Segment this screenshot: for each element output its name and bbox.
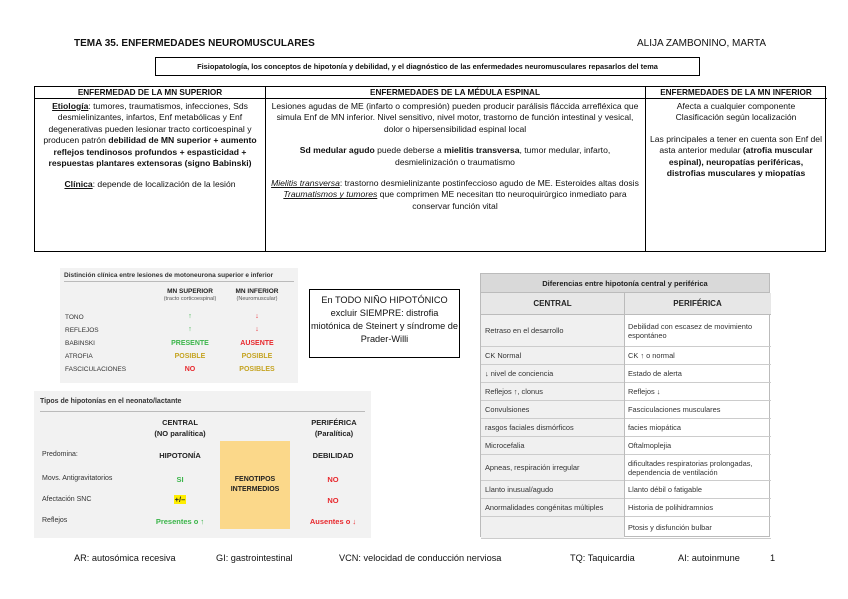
movs-central-value: SI	[176, 475, 184, 484]
diferencias-periferica-cell: Debilidad con escasez de movimiento espontáneo	[624, 315, 771, 347]
row-label-atrofia: ATROFIA	[65, 353, 93, 360]
diferencias-periferica-cell: CK ↑ o normal	[624, 347, 771, 365]
mielitis-bold: mielitis transversa	[444, 145, 520, 156]
footer-item-gi: GI: gastrointestinal	[216, 553, 293, 563]
diferencias-central-cell: Anormalidades congénitas múltiples	[481, 499, 624, 517]
mn-inferior-p3	[649, 134, 823, 180]
medula-p4	[271, 189, 639, 212]
diferencias-central-cell: CK Normal	[481, 347, 624, 365]
row-label-tono: TONO	[65, 314, 84, 321]
clinica-label: Clínica	[64, 179, 93, 190]
tono-superior-value: ↑	[188, 313, 192, 320]
mn-inferior-p3-text: Las principales a tener en cuenta son Enf del asta anterior medular	[650, 133, 822, 156]
note-box: En TODO NIÑO HIPOTÓNICO excluir SIEMPRE: distrofia miotónica de Steinert y síndrome de Prader-Willi	[309, 289, 460, 358]
column-divider	[645, 87, 646, 251]
sd-medular-mid: puede deberse a	[377, 145, 442, 156]
traumatismos-text: que comprimen ME necesitan tto neuroquirúrgico inmediato para conservar función vital	[379, 189, 627, 211]
document-title: TEMA 35. ENFERMEDADES NEUROMUSCULARES	[74, 38, 315, 49]
diferencias-central-cell: Reflejos ↑, clonus	[481, 383, 624, 401]
footer-item-ar: AR: autosómica recesiva	[74, 553, 176, 563]
babinski-inferior-value: AUSENTE	[240, 340, 274, 347]
etiologia-label: Etiología	[52, 101, 89, 111]
movs-periferica-value: NO	[327, 475, 339, 484]
mielitis-label: Mielitis transversa	[271, 178, 340, 189]
row-label-predomina: Predomina:	[42, 451, 78, 458]
diferencias-periferica-cell: Reflejos ↓	[624, 383, 771, 401]
fenotipos-intermedios: FENOTIPOS INTERMEDIOS	[220, 441, 290, 529]
diferencias-table	[480, 273, 770, 537]
diferencias-central-cell: Microcefalia	[481, 437, 624, 455]
column-divider	[265, 87, 266, 251]
traumatismos-label: Traumatismos y tumores	[283, 189, 378, 200]
diferencias-central-cell: ↓ nivel de conciencia	[481, 365, 624, 383]
mn-inferior-cell	[649, 99, 823, 251]
distincion-title: Distinción clínica entre lesiones de motoneurona superior e inferior	[64, 272, 274, 279]
fasciculaciones-superior-value: NO	[184, 366, 196, 373]
diferencias-periferica-cell: facies miopática	[624, 419, 771, 437]
header-mn-superior: ENFERMEDAD DE LA MN SUPERIOR	[35, 87, 265, 99]
periferica-column-header: PERIFÉRICA	[624, 293, 771, 315]
row-label-movs: Movs. Antigravitatorios	[42, 475, 113, 482]
reflejos-inferior-value: ↓	[255, 326, 259, 333]
author-name: ALIJA ZAMBONINO, MARTA	[637, 38, 767, 49]
diferencias-periferica-cell: Fasciculaciones musculares	[624, 401, 771, 419]
mn-superior-header: MN SUPERIOR	[167, 288, 213, 295]
footer-item-ai: AI: autoinmune	[678, 553, 740, 563]
clinica-text: : depende de localización de la lesión	[92, 179, 236, 190]
reflejos-superior-value: ↑	[188, 326, 192, 333]
etiologia-text: : tumores, traumatismos, infecciones, Sds desmielinizantes, infartos, Enf metabólicas y Enf degenerativas pueden lesionar tracto corticoespinal y producen patrón	[43, 101, 252, 146]
sd-medular-label: Sd medular agudo	[299, 145, 375, 156]
central-column-header: CENTRAL	[481, 293, 624, 315]
reflejos-central-value: Presentes o ↑	[155, 517, 205, 526]
diferencias-central-cell: rasgos faciales dismórficos	[481, 419, 624, 437]
diferencias-periferica-cell: Llanto débil o fatigable	[624, 481, 771, 499]
diferencias-periferica-cell: Historia de polihidramnios	[624, 499, 771, 517]
etiologia-bold-text: debilidad de MN superior + aumento reflejos tendinosos profundos + espasticidad + respuestas plantares extensoras (signo Babinski)	[48, 135, 257, 169]
medula-espinal-cell	[271, 99, 639, 251]
central-header: CENTRAL	[162, 418, 198, 427]
medula-p2	[271, 145, 639, 168]
distincion-clinica-panel	[60, 268, 298, 383]
periferica-header: PERIFÉRICA	[311, 418, 357, 427]
snc-central-value: +/–	[174, 495, 186, 504]
atrofia-inferior-value: POSIBLE	[241, 353, 273, 360]
snc-periferica-value: NO	[327, 496, 339, 505]
tipos-hipotonias-panel	[34, 391, 371, 538]
babinski-superior-value: PRESENTE	[171, 340, 209, 347]
medula-p3	[271, 178, 639, 189]
row-label-babinski: BABINSKI	[65, 340, 95, 347]
footer-item-vcn: VCN: velocidad de conducción nerviosa	[339, 553, 502, 563]
mielitis-text: : trastorno desmielinizante postinfeccioso agudo de ME. Esteroides altas dosis	[339, 178, 639, 189]
page-number: 1	[770, 553, 776, 563]
diferencias-central-cell: Convulsiones	[481, 401, 624, 419]
medula-p1: Lesiones agudas de ME (infarto o compresión) pueden producir parálisis fláccida arrefléxica que simula Enf de MN inferior. Nivel sensitivo, nivel motor, trastorno de función intestinal y vesical, dolor o hipersensibilidad espinal local	[271, 101, 639, 134]
reflejos-periferica-value: Ausentes o ↓	[309, 517, 357, 526]
clinica-paragraph	[38, 179, 262, 190]
mn-inferior-p2: Clasificación según localización	[675, 112, 797, 123]
atrofia-superior-value: POSIBLE	[174, 353, 206, 360]
etiologia-paragraph	[38, 101, 262, 169]
central-subheader: (NO paralítica)	[154, 429, 206, 438]
mn-inferior-subheader: (Neuromuscular)	[236, 296, 278, 302]
row-label-reflejos: Reflejos	[42, 517, 68, 524]
header-mn-inferior: ENFERMEDADES DE LA MN INFERIOR	[645, 87, 827, 99]
mn-superior-cell	[38, 99, 262, 251]
diferencias-periferica-cell: Estado de alerta	[624, 365, 771, 383]
diferencias-periferica-cell: dificultades respiratorias prolongadas, dependencia de ventilación	[624, 455, 771, 481]
predomina-periferica-value: DEBILIDAD	[312, 451, 354, 460]
fasciculaciones-inferior-value: POSIBLES	[239, 366, 275, 373]
mn-superior-subheader: (tracto corticoespinal)	[163, 296, 217, 302]
row-label-snc: Afectación SNC	[42, 496, 92, 503]
diferencias-central-cell	[481, 517, 624, 539]
predomina-central-value: HIPOTONÍA	[159, 451, 201, 460]
diferencias-central-cell: Retraso en el desarrollo	[481, 315, 624, 347]
sd-medular-end: , tumor medular, infarto, desmielinización o traumatismo	[395, 145, 611, 167]
main-table	[34, 86, 826, 252]
diferencias-title: Diferencias entre hipotonía central y periférica	[481, 274, 769, 293]
periferica-subheader: (Paralítica)	[314, 429, 354, 438]
diferencias-central-cell: Llanto inusual/agudo	[481, 481, 624, 499]
diferencias-periferica-cell: Oftalmoplejia	[624, 437, 771, 455]
row-label-reflejos: REFLEJOS	[65, 327, 99, 334]
header-medula-espinal: ENFERMEDADES DE LA MÉDULA ESPINAL	[265, 87, 645, 99]
tipos-title: Tipos de hipotonías en el neonato/lactante	[40, 398, 182, 405]
diferencias-periferica-cell: Ptosis y disfunción bulbar	[624, 517, 771, 539]
tono-inferior-value: ↓	[255, 313, 259, 320]
mn-inferior-header: MN INFERIOR	[235, 288, 279, 295]
footer-item-tq: TQ: Taquicardia	[570, 553, 635, 563]
objective-box: Fisiopatología, los conceptos de hipotonía y debilidad, y el diagnóstico de las enfermedades neuromusculares repasarlos del tema	[155, 57, 700, 76]
row-label-fasciculaciones: FASCICULACIONES	[65, 366, 127, 373]
snc-central-cell	[140, 495, 220, 504]
diferencias-central-cell: Apneas, respiración irregular	[481, 455, 624, 481]
mn-inferior-p3-bold: (atrofia muscular espinal), neuropatías periféricas, distrofias musculares y miopatías	[666, 145, 813, 179]
mn-inferior-p1: Afecta a cualquier componente	[676, 101, 796, 111]
